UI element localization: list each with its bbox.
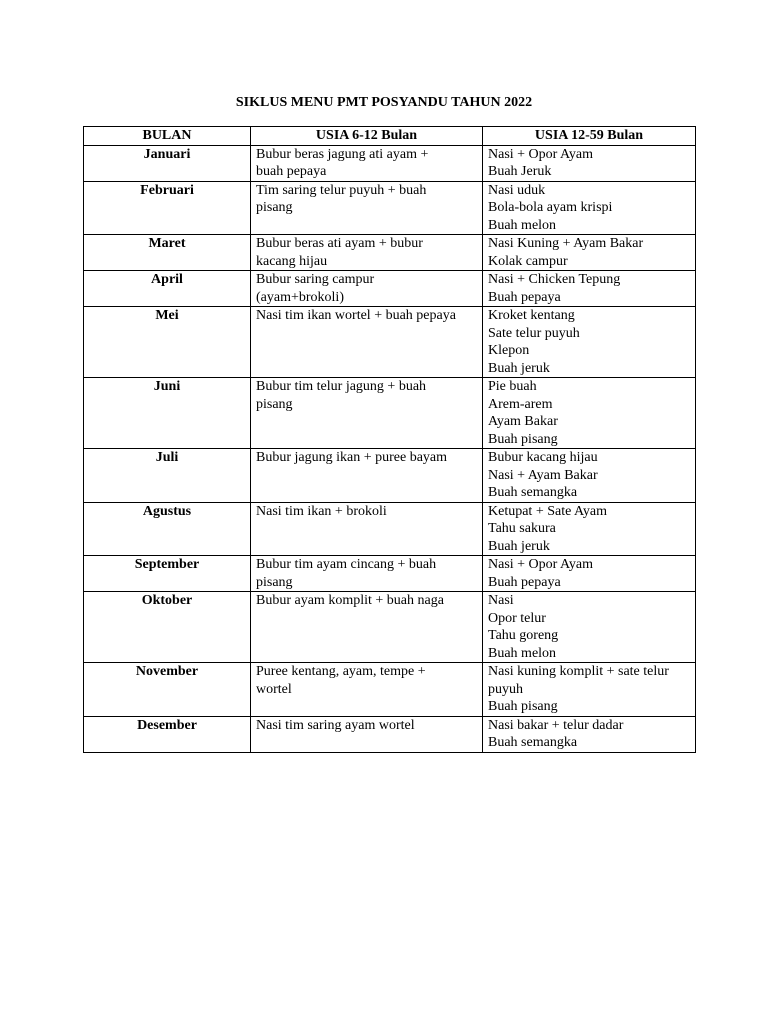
menu-12-59-line: Nasi [488,593,514,608]
menu-12-59-line: Buah jeruk [488,360,550,376]
menu-12-59-line: Ketupat + Sate Ayam [488,503,607,519]
menu-6-12-cell [251,592,483,663]
menu-12-59-line: Nasi uduk [488,182,546,198]
menu-12-59-line: Klepon [488,343,530,358]
menu-12-59-line: Buah semangka [488,485,578,500]
menu-6-12-line: pisang [256,574,293,590]
month-cell: Juli [84,449,251,503]
table-row [84,663,696,717]
menu-12-59-line: Buah pepaya [488,289,561,305]
menu-6-12-line: Bubur saring campur [256,272,375,287]
table-row [84,592,696,663]
menu-12-59-line: Buah semangka [488,735,578,750]
menu-6-12-cell [251,181,483,235]
menu-12-59-line: Ayam Bakar [488,414,558,429]
menu-12-59-cell [483,271,696,307]
header-month: BULAN [84,127,251,146]
menu-12-59-cell [483,556,696,592]
menu-6-12-line: Tim saring telur puyuh + buah [256,182,427,198]
menu-6-12-line: Bubur beras jagung ati ayam + [256,146,429,162]
menu-12-59-cell [483,592,696,663]
menu-6-12-line: Bubur beras ati ayam + bubur [256,236,423,251]
month-cell: Maret [84,235,251,271]
menu-12-59-line: Buah jeruk [488,538,550,554]
menu-6-12-line: pisang [256,396,293,412]
table-row [84,502,696,556]
table-row [84,307,696,378]
menu-12-59-line: puyuh [488,681,523,697]
menu-12-59-line: Opor telur [488,610,546,626]
menu-12-59-cell [483,181,696,235]
menu-12-59-line: Buah pepaya [488,574,561,590]
menu-6-12-line: Nasi tim ikan + brokoli [256,503,387,519]
menu-12-59-line: Buah melon [488,217,557,233]
month-cell: April [84,271,251,307]
menu-6-12-cell [251,716,483,752]
table-body [84,145,696,752]
menu-12-59-line: Pie buah [488,379,537,394]
menu-6-12-cell [251,145,483,181]
menu-12-59-line: Tahu sakura [488,521,556,536]
menu-12-59-cell [483,449,696,503]
menu-12-59-line: Buah pisang [488,699,558,714]
menu-cycle-table [83,126,696,753]
menu-12-59-line: Nasi Kuning + Ayam Bakar [488,236,644,251]
menu-12-59-line: Buah melon [488,645,557,661]
table-row [84,235,696,271]
menu-12-59-cell [483,307,696,378]
menu-6-12-line: kacang hijau [256,253,328,269]
menu-6-12-cell [251,449,483,503]
menu-12-59-line: Buah Jeruk [488,164,552,179]
menu-6-12-line: Puree kentang, ayam, tempe + [256,664,426,679]
menu-6-12-cell [251,378,483,449]
menu-12-59-line: Bola-bola ayam krispi [488,200,613,215]
menu-6-12-cell [251,556,483,592]
table-row [84,556,696,592]
menu-12-59-cell [483,145,696,181]
table-header-row [84,127,696,146]
menu-12-59-line: Nasi + Opor Ayam [488,557,593,572]
menu-12-59-cell [483,663,696,717]
menu-6-12-line: wortel [256,681,292,697]
menu-12-59-line: Kroket kentang [488,308,575,323]
menu-6-12-line: buah pepaya [256,164,327,179]
menu-6-12-line: Nasi tim ikan wortel + buah pepaya [256,308,456,323]
month-cell: Januari [84,145,251,181]
month-cell: Februari [84,181,251,235]
table-row [84,716,696,752]
menu-12-59-line: Arem-arem [488,396,553,412]
header-age-6-12: USIA 6-12 Bulan [251,127,483,146]
month-cell: November [84,663,251,717]
menu-6-12-line: Bubur tim ayam cincang + buah [256,557,437,572]
menu-6-12-line: pisang [256,200,293,215]
table-row [84,271,696,307]
page-title: SIKLUS MENU PMT POSYANDU TAHUN 2022 [235,95,533,110]
month-cell: Agustus [84,502,251,556]
menu-12-59-line: Kolak campur [488,253,568,269]
menu-12-59-line: Tahu goreng [488,628,559,643]
menu-12-59-line: Nasi kuning komplit + sate telur [488,664,669,679]
menu-12-59-cell [483,235,696,271]
menu-6-12-cell [251,502,483,556]
table-row [84,378,696,449]
header-age-12-59: USIA 12-59 Bulan [483,127,696,146]
menu-12-59-line: Sate telur puyuh [488,325,580,341]
menu-6-12-line: Bubur jagung ikan + puree bayam [256,450,448,465]
menu-12-59-cell [483,502,696,556]
menu-12-59-line: Buah pisang [488,431,558,447]
menu-6-12-line: (ayam+brokoli) [256,289,344,305]
menu-12-59-cell [483,378,696,449]
table-row [84,181,696,235]
month-cell: Juni [84,378,251,449]
menu-6-12-cell [251,271,483,307]
menu-12-59-line: Nasi + Chicken Tepung [488,272,621,287]
table-row [84,145,696,181]
month-cell: September [84,556,251,592]
menu-6-12-line: Bubur tim telur jagung + buah [256,379,427,394]
menu-12-59-line: Nasi bakar + telur dadar [488,717,624,733]
month-cell: Desember [84,716,251,752]
menu-6-12-line: Nasi tim saring ayam wortel [256,717,415,733]
menu-12-59-cell [483,716,696,752]
month-cell: Oktober [84,592,251,663]
menu-12-59-line: Nasi + Ayam Bakar [488,467,598,483]
month-cell: Mei [84,307,251,378]
table-row [84,449,696,503]
menu-6-12-line: Bubur ayam komplit + buah naga [256,593,444,608]
menu-6-12-cell [251,235,483,271]
menu-6-12-cell [251,307,483,378]
menu-12-59-line: Nasi + Opor Ayam [488,146,593,162]
menu-12-59-line: Bubur kacang hijau [488,450,598,465]
menu-6-12-cell [251,663,483,717]
